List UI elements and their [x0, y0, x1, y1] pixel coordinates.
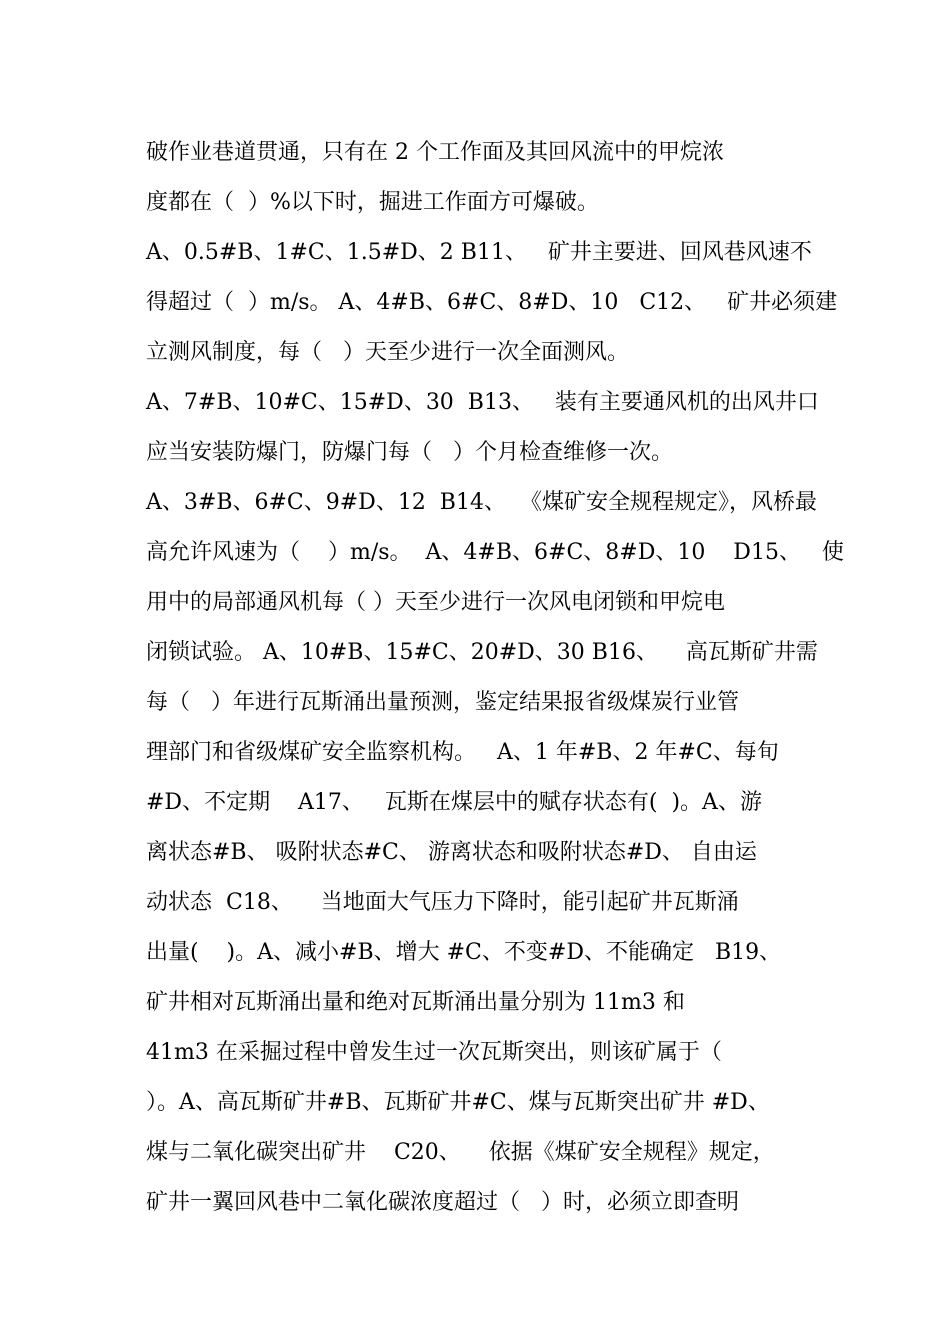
text-line: 41m3 在采掘过程中曾发生过一次瓦斯突出，则该矿属于（ [146, 1040, 722, 1065]
text-line: A、3#B、6#C、9#D、12 B14、 《煤矿安全规程规定》，风桥最 [146, 490, 817, 515]
text-line: 应当安装防爆门，防爆门每（ ）个月检查维修一次。 [146, 440, 673, 465]
text-line: 高允许风速为（ ）m/s。 A、4#B、6#C、8#D、10 D15、 使 [146, 540, 844, 565]
text-line: 动状态 C18、 当地面大气压力下降时，能引起矿井瓦斯涌 [146, 890, 739, 915]
text-line: ）。A、高瓦斯矿井#B、瓦斯矿井#C、煤与瓦斯突出矿井 #D、 [146, 1090, 770, 1115]
text-line: 煤与二氧化碳突出矿井 C20、 依据《煤矿安全规程》规定， [146, 1140, 775, 1165]
text-line: 理部门和省级煤矿安全监察机构。 A、1 年#B、2 年#C、每旬 [146, 740, 779, 765]
text-line: 度都在（ ）%以下时，掘进工作面方可爆破。 [146, 190, 599, 215]
text-line: A、7#B、10#C、15#D、30 B13、 装有主要通风机的出风井口 [146, 390, 819, 415]
text-line: 立测风制度，每（ ）天至少进行一次全面测风。 [146, 340, 629, 365]
text-line: 闭锁试验。 A、10#B、15#C、20#D、30 B16、 高瓦斯矿井需 [146, 640, 818, 665]
text-line: 破作业巷道贯通，只有在 2 个工作面及其回风流中的甲烷浓 [146, 140, 724, 165]
text-line: 矿井一翼回风巷中二氧化碳浓度超过（ ）时，必须立即查明 [146, 1190, 739, 1215]
text-line: A、0.5#B、1#C、1.5#D、2 B11、 矿井主要进、回风巷风速不 [146, 240, 812, 265]
text-line: 得超过（ ）m/s。 A、4#B、6#C、8#D、10 C12、 矿井必须建 [146, 290, 838, 315]
text-line: 矿井相对瓦斯涌出量和绝对瓦斯涌出量分别为 11m3 和 [146, 990, 685, 1015]
text-line: 用中的局部通风机每（ ）天至少进行一次风电闭锁和甲烷电 [146, 590, 725, 615]
document-body [146, 128, 844, 1228]
text-line: 出量( )。A、减小#B、增大 #C、不变#D、不能确定 B19、 [146, 940, 782, 965]
text-line: 离状态#B、 吸附状态#C、 游离状态和吸附状态#D、 自由运 [146, 840, 757, 865]
text-line: 每（ ）年进行瓦斯涌出量预测，鉴定结果报省级煤炭行业管 [146, 690, 739, 715]
text-line: #D、不定期 A17、 瓦斯在煤层中的赋存状态有( )。A、游 [146, 790, 762, 815]
